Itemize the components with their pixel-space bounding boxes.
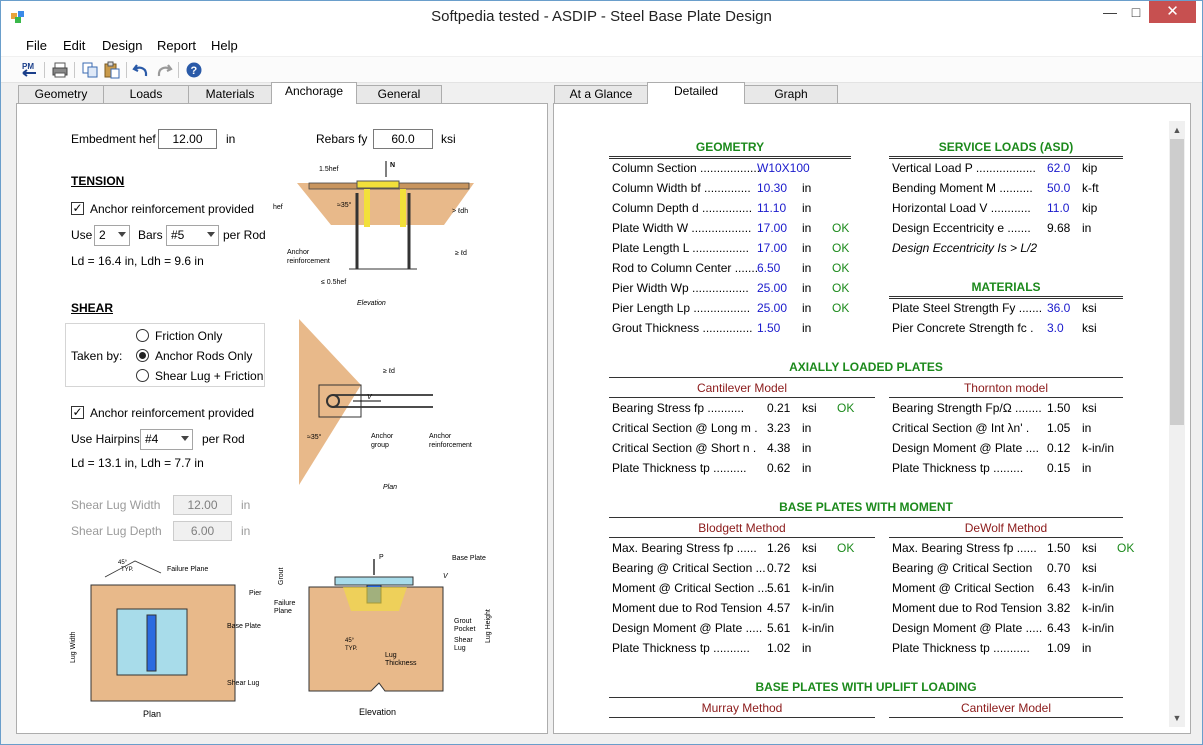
geometry-unit: in (802, 281, 812, 295)
tension-reinf-label: Anchor reinforcement provided (90, 202, 255, 216)
blodgett-row (612, 621, 872, 641)
geometry-row (612, 301, 872, 321)
geometry-row (612, 241, 872, 261)
geometry-unit: in (802, 221, 812, 235)
toolbar-separator (178, 62, 179, 78)
tension-development-length: Ld = 16.4 in, Ldh = 9.6 in (71, 254, 204, 268)
lug-elev-pocket-label: Grout (454, 618, 472, 625)
dewolf-value: 6.43 (1047, 621, 1071, 635)
lug-plan-failure-label: Failure Plane (167, 566, 209, 573)
geometry-value: 10.30 (757, 181, 788, 195)
moment-rule (609, 517, 1123, 518)
lug-plan-base-plate-label: Base Plate (227, 623, 261, 630)
service-rule-2 (889, 158, 1123, 159)
lug-elev-grout-label: Grout (278, 567, 285, 585)
dewolf-value: 0.70 (1047, 561, 1071, 575)
hairpins-per-rod-label: per Rod (202, 432, 245, 446)
lug-width-unit: in (241, 498, 251, 512)
material-label: Pier Concrete Strength fc . (892, 321, 1034, 335)
blodgett-unit: k-in/in (802, 621, 835, 635)
cantilever-unit: in (802, 421, 812, 435)
dewolf-row (892, 561, 1152, 581)
tension-bottom-dim: ≤ 0.5hef (321, 279, 347, 286)
geometry-unit: in (802, 321, 812, 335)
lug-depth-input[interactable]: 6.00 (173, 521, 232, 541)
moment-heading: BASE PLATES WITH MOMENT (779, 500, 953, 514)
geometry-value: 11.10 (757, 201, 787, 215)
blodgett-value: 4.57 (767, 601, 791, 615)
blodgett-value: 1.02 (767, 641, 791, 655)
geometry-value: 6.50 (757, 261, 781, 275)
blodgett-method-heading: Blodgett Method (698, 521, 786, 535)
lug-elev-base-plate-label: Base Plate (452, 555, 486, 562)
geometry-status: OK (832, 221, 850, 235)
shear-plan-caption: Plan (383, 484, 398, 491)
dewolf-value: 1.09 (1047, 641, 1071, 655)
geometry-unit: in (802, 301, 812, 315)
blodgett-label: Design Moment @ Plate ..... (612, 621, 763, 635)
shear-anchor-reinf-label-2: reinforcement (429, 442, 472, 449)
tension-anchor-reinf-label-2: reinforcement (287, 258, 330, 265)
undo-icon[interactable] (132, 61, 150, 79)
lug-elev-lug-label-2: Lug (454, 645, 466, 652)
lug-depth-unit: in (241, 524, 251, 538)
service-load-unit: in (1082, 221, 1092, 235)
dewolf-row (892, 541, 1152, 561)
lug-elev-caption: Elevation (359, 707, 397, 717)
thornton-label: Plate Thickness tp ......... (892, 461, 1024, 475)
dewolf-label: Bearing @ Critical Section (892, 561, 1033, 575)
tension-load-label: N (390, 162, 396, 169)
print-icon[interactable] (51, 61, 69, 79)
thornton-unit: in (1082, 461, 1092, 475)
thornton-row (892, 421, 1152, 441)
dewolf-row (892, 641, 1152, 661)
dewolf-method-heading: DeWolf Method (964, 521, 1048, 535)
dewolf-row (892, 581, 1152, 601)
materials-rule (889, 296, 1123, 297)
rebars-label: Rebars fy (316, 132, 368, 146)
lug-elev-thickness-label-2: Thickness (385, 660, 417, 667)
uplift-cantilever-heading: Cantilever Model (960, 701, 1052, 715)
cantilever-label: Bearing Stress fp ........... (612, 401, 745, 415)
tension-angle-label: ≈35° (337, 202, 352, 209)
geometry-status: OK (832, 241, 850, 255)
rebars-unit: ksi (441, 132, 456, 146)
tension-ld-label: ≥ ℓd (455, 250, 467, 257)
axial-heading: AXIALLY LOADED PLATES (789, 360, 943, 374)
geometry-unit: in (802, 181, 812, 195)
bar-size-select[interactable] (166, 225, 219, 246)
geometry-heading: GEOMETRY (695, 140, 765, 154)
tension-hef-label: hef (273, 204, 283, 211)
svg-text:PM: PM (22, 62, 34, 71)
blodgett-value: 0.72 (767, 561, 791, 575)
service-load-row (892, 201, 1152, 221)
tab-detailed[interactable]: Detailed (647, 82, 745, 104)
geometry-value: 17.00 (757, 221, 788, 235)
dewolf-unit: ksi (1082, 541, 1097, 555)
eccentricity-note: Design Eccentricity Is > L/2 (892, 241, 1038, 255)
cantilever-row (612, 401, 872, 421)
radio-friction-only-label: Friction Only (155, 329, 223, 343)
tension-heading: TENSION (71, 174, 125, 188)
chevron-down-icon (181, 436, 189, 441)
lug-elev-typ-label: TYP. (345, 646, 358, 652)
embedment-label: Embedment hef (71, 132, 156, 146)
dewolf-value: 1.50 (1047, 541, 1071, 555)
menu-bar (1, 34, 1202, 56)
geometry-row (612, 261, 872, 281)
cantilever-row (612, 441, 872, 461)
service-load-label: Horizontal Load V ............ (892, 201, 1031, 215)
shear-heading: SHEAR (71, 301, 114, 315)
dewolf-unit: k-in/in (1082, 581, 1115, 595)
geometry-label: Column Width bf .............. (612, 181, 751, 195)
geometry-row (612, 321, 872, 341)
geometry-label: Pier Length Lp ................. (612, 301, 751, 315)
shear-plan-diagram (273, 315, 488, 493)
tab-anchorage[interactable]: Anchorage (271, 82, 357, 104)
service-load-value: 50.0 (1047, 181, 1071, 195)
material-unit: ksi (1082, 321, 1097, 335)
tab-graph[interactable]: Graph (744, 85, 838, 103)
taken-by-label: Taken by: (71, 349, 123, 363)
lug-elev-failure-label: Failure (274, 600, 296, 607)
shear-ld-label: ≥ ℓd (383, 368, 395, 375)
chevron-down-icon (118, 232, 126, 237)
geometry-unit: in (802, 261, 812, 275)
lug-elev-angle-label: 45° (345, 638, 355, 644)
lug-plan-shear-lug-label: Shear Lug (227, 680, 260, 687)
bars-count-value: 2 (99, 228, 106, 242)
cantilever-unit: in (802, 441, 812, 455)
service-load-value: 11.0 (1047, 201, 1070, 215)
material-label: Plate Steel Strength Fy ....... (892, 301, 1043, 315)
geometry-row (612, 221, 872, 241)
menu-design[interactable]: Design (102, 38, 143, 53)
lug-width-input[interactable]: 12.00 (173, 495, 232, 515)
lug-elev-p-label: P (379, 554, 384, 561)
blodgett-value: 5.61 (767, 581, 791, 595)
tab-loads[interactable]: Loads (103, 85, 189, 103)
shear-development-length: Ld = 13.1 in, Ldh = 7.7 in (71, 456, 204, 470)
blodgett-label: Plate Thickness tp ........... (612, 641, 750, 655)
axial-rule (609, 377, 1123, 378)
dewolf-label: Moment due to Rod Tension (892, 601, 1042, 615)
dewolf-label: Plate Thickness tp ........... (892, 641, 1030, 655)
cantilever-value: 4.38 (767, 441, 791, 455)
help-icon[interactable] (185, 61, 203, 79)
lug-plan-diagram (61, 553, 266, 721)
scrollbar-thumb[interactable] (1170, 139, 1184, 425)
embedment-unit: in (226, 132, 236, 146)
service-rule (889, 156, 1123, 157)
title-bar (1, 1, 1202, 34)
radio-shear-lug-friction-label: Shear Lug + Friction (155, 369, 264, 383)
tension-elevation-diagram (269, 157, 484, 309)
service-load-unit: kip (1082, 201, 1098, 215)
cantilever-label: Plate Thickness tp .......... (612, 461, 747, 475)
service-load-unit: k-ft (1082, 181, 1099, 195)
lug-elev-pocket-label-2: Pocket (454, 626, 476, 633)
blodgett-label: Bearing @ Critical Section ... (612, 561, 766, 575)
material-row (892, 301, 1152, 321)
shear-v-label: V (367, 394, 372, 401)
blodgett-unit: k-in/in (802, 601, 835, 615)
materials-rule-2 (889, 298, 1123, 299)
tension-ldh-label: > ℓdh (452, 208, 469, 215)
geometry-unit: in (802, 201, 812, 215)
toolbar-separator (44, 62, 45, 78)
service-load-value: 62.0 (1047, 161, 1071, 175)
thornton-row (892, 401, 1152, 421)
tension-reinf-checkbox[interactable]: ✓ (72, 201, 83, 215)
geometry-label: Grout Thickness ............... (612, 321, 753, 335)
lug-plan-angle-label: 45° (118, 560, 128, 566)
chevron-down-icon (207, 232, 215, 237)
material-value: 3.0 (1047, 321, 1064, 335)
geometry-status: OK (832, 261, 850, 275)
dewolf-unit: ksi (1082, 561, 1097, 575)
redo-icon[interactable] (155, 61, 173, 79)
shear-anchor-group-label: Anchor (371, 433, 394, 440)
geometry-label: Column Section .................. (612, 161, 761, 175)
cantilever-value: 3.23 (767, 421, 791, 435)
geometry-label: Plate Width W .................. (612, 221, 752, 235)
axial-right-rule (889, 397, 1123, 398)
paste-icon[interactable] (103, 61, 121, 79)
cantilever-label: Critical Section @ Short n . (612, 441, 757, 455)
blodgett-row (612, 581, 872, 601)
toolbar-separator (74, 62, 75, 78)
blodgett-unit: in (802, 641, 812, 655)
geometry-row (612, 201, 872, 221)
geometry-row (612, 161, 872, 181)
lug-depth-label: Shear Lug Depth (71, 524, 162, 538)
window-title: Softpedia tested - ASDIP - Steel Base Plate Design (431, 8, 772, 25)
hairpins-label: Use Hairpins (71, 432, 140, 446)
tab-geometry[interactable]: Geometry (18, 85, 104, 103)
radio-anchor-rods-only-label: Anchor Rods Only (155, 349, 253, 363)
blodgett-unit: k-in/in (802, 581, 835, 595)
dewolf-row (892, 601, 1152, 621)
thornton-unit: k-in/in (1082, 441, 1115, 455)
blodgett-row (612, 541, 872, 561)
uplift-right-rule (889, 717, 1123, 718)
geometry-row (612, 181, 872, 201)
cantilever-unit: in (802, 461, 812, 475)
thornton-value: 0.12 (1047, 441, 1071, 455)
cantilever-model-heading: Cantilever Model (696, 381, 788, 395)
dewolf-label: Max. Bearing Stress fp ...... (892, 541, 1037, 555)
blodgett-unit: ksi (802, 561, 817, 575)
cantilever-row (612, 461, 872, 481)
tension-dim-top: 1.5hef (319, 166, 339, 173)
service-load-row (892, 181, 1152, 201)
shear-reinf-label: Anchor reinforcement provided (90, 406, 255, 420)
blodgett-label: Moment @ Critical Section ... (612, 581, 768, 595)
geometry-row (612, 281, 872, 301)
thornton-row (892, 461, 1152, 481)
shear-anchor-group-label-2: group (371, 442, 389, 449)
maximize-button[interactable]: □ (1131, 4, 1141, 20)
thornton-model-heading: Thornton model (963, 381, 1049, 395)
embedment-input[interactable]: 12.00 (158, 129, 217, 149)
lug-elev-height-label: Lug Height (485, 609, 492, 643)
uplift-heading: BASE PLATES WITH UPLIFT LOADING (755, 680, 977, 694)
radio-shear-lug-friction[interactable] (136, 369, 149, 382)
geometry-label: Rod to Column Center ....... (612, 261, 759, 275)
lug-elev-thickness-label: Lug (385, 652, 397, 659)
dewolf-status: OK (1117, 541, 1135, 555)
axial-left-rule (609, 397, 875, 398)
toolbar-separator (126, 62, 127, 78)
menu-help[interactable]: Help (211, 38, 238, 53)
dewolf-unit: in (1082, 641, 1092, 655)
geometry-label: Column Depth d ............... (612, 201, 753, 215)
lug-elev-v-label: V (443, 573, 448, 580)
per-rod-label: per Rod (223, 228, 266, 242)
geometry-value: 1.50 (757, 321, 781, 335)
close-button[interactable]: ✕ (1149, 1, 1196, 23)
scroll-up-icon[interactable]: ▲ (1172, 125, 1182, 135)
materials-heading: MATERIALS (971, 280, 1041, 294)
moment-left-rule (609, 537, 875, 538)
cantilever-value: 0.21 (767, 401, 791, 415)
shear-angle-label: ≈35° (307, 434, 322, 441)
blodgett-label: Max. Bearing Stress fp ...... (612, 541, 757, 555)
thornton-label: Critical Section @ Int λn' . (892, 421, 1030, 435)
blodgett-row (612, 561, 872, 581)
menu-file[interactable]: File (26, 38, 47, 53)
tension-elevation-caption: Elevation (357, 300, 386, 307)
dewolf-value: 3.82 (1047, 601, 1071, 615)
cantilever-label: Critical Section @ Long m . (612, 421, 758, 435)
blodgett-value: 5.61 (767, 621, 791, 635)
bars-label: Bars (138, 228, 163, 242)
service-load-label: Design Eccentricity e ....... (892, 221, 1031, 235)
menu-report[interactable]: Report (157, 38, 197, 53)
lug-plan-pier-label: Pier (249, 590, 262, 597)
dewolf-label: Design Moment @ Plate ..... (892, 621, 1043, 635)
service-loads-heading: SERVICE LOADS (ASD) (938, 140, 1074, 154)
toolbar (1, 57, 1202, 83)
geometry-label: Pier Width Wp ................. (612, 281, 749, 295)
thornton-value: 0.15 (1047, 461, 1071, 475)
lug-plan-typ-label: TYP. (121, 567, 134, 573)
uplift-left-rule (609, 717, 875, 718)
lug-elev-lug-label: Shear (454, 637, 473, 644)
thornton-label: Design Moment @ Plate .... (892, 441, 1039, 455)
thornton-value: 1.50 (1047, 401, 1071, 415)
thornton-unit: in (1082, 421, 1092, 435)
service-load-label: Vertical Load P .................. (892, 161, 1036, 175)
lug-elevation-diagram (271, 551, 496, 721)
lug-width-label: Shear Lug Width (71, 498, 161, 512)
cantilever-row (612, 421, 872, 441)
moment-right-rule (889, 537, 1123, 538)
uplift-rule (609, 697, 1123, 698)
dewolf-label: Moment @ Critical Section (892, 581, 1035, 595)
shear-anchor-reinf-label: Anchor (429, 433, 452, 440)
geometry-label: Plate Length L ................. (612, 241, 749, 255)
geometry-status: OK (832, 301, 850, 315)
blodgett-unit: ksi (802, 541, 817, 555)
tension-anchor-reinf-label: Anchor (287, 249, 310, 256)
material-value: 36.0 (1047, 301, 1071, 315)
blodgett-row (612, 601, 872, 621)
cantilever-unit: ksi (802, 401, 817, 415)
rebars-fy-input[interactable]: 60.0 (373, 129, 433, 149)
service-load-label: Bending Moment M .......... (892, 181, 1033, 195)
geometry-status: OK (832, 281, 850, 295)
material-unit: ksi (1082, 301, 1097, 315)
service-load-value: 9.68 (1047, 221, 1071, 235)
thornton-value: 1.05 (1047, 421, 1071, 435)
lug-plan-width-label: Lug Width (70, 631, 77, 663)
geometry-rule-2 (609, 158, 851, 159)
shear-reinf-checkbox[interactable]: ✓ (72, 405, 83, 419)
svg-text:?: ? (190, 65, 198, 77)
dewolf-unit: k-in/in (1082, 601, 1115, 615)
dewolf-row (892, 621, 1152, 641)
geometry-value: 25.00 (757, 301, 788, 315)
lug-elev-failure-label-2: Plane (274, 608, 292, 615)
service-load-unit: kip (1082, 161, 1098, 175)
dewolf-value: 6.43 (1047, 581, 1071, 595)
blodgett-row (612, 641, 872, 661)
bars-count-select[interactable] (94, 225, 130, 246)
bar-size-value: #5 (171, 228, 185, 242)
radio-anchor-rods-only[interactable] (136, 349, 149, 362)
tab-at-a-glance[interactable]: At a Glance (554, 85, 648, 103)
blodgett-value: 1.26 (767, 541, 791, 555)
material-row (892, 321, 1152, 341)
murray-method-heading: Murray Method (701, 701, 783, 715)
use-label: Use (71, 228, 93, 242)
lug-plan-caption: Plan (143, 709, 162, 719)
service-load-row (892, 221, 1152, 241)
geometry-value: 17.00 (757, 241, 788, 255)
scroll-down-icon[interactable]: ▼ (1172, 713, 1182, 723)
dewolf-unit: k-in/in (1082, 621, 1115, 635)
blodgett-label: Moment due to Rod Tension (612, 601, 762, 615)
tab-materials[interactable]: Materials (188, 85, 272, 103)
minimize-button[interactable]: — (1103, 4, 1117, 20)
menu-edit[interactable]: Edit (63, 38, 86, 53)
thornton-label: Bearing Strength Fp/Ω ........ (892, 401, 1042, 415)
geometry-rule (609, 156, 851, 157)
radio-friction-only[interactable] (136, 329, 149, 342)
tab-general[interactable]: General (356, 85, 442, 103)
hairpin-size-select[interactable] (140, 429, 193, 450)
service-load-row (892, 161, 1152, 181)
cantilever-status: OK (837, 401, 855, 415)
cantilever-value: 0.62 (767, 461, 791, 475)
thornton-row (892, 441, 1152, 461)
geometry-value: W10X100 (757, 161, 810, 175)
geometry-value: 25.00 (757, 281, 788, 295)
thornton-unit: ksi (1082, 401, 1097, 415)
blodgett-status: OK (837, 541, 855, 555)
pm-icon[interactable] (21, 61, 39, 79)
copy-icon[interactable] (81, 61, 99, 79)
geometry-unit: in (802, 241, 812, 255)
hairpin-size-value: #4 (145, 432, 159, 446)
